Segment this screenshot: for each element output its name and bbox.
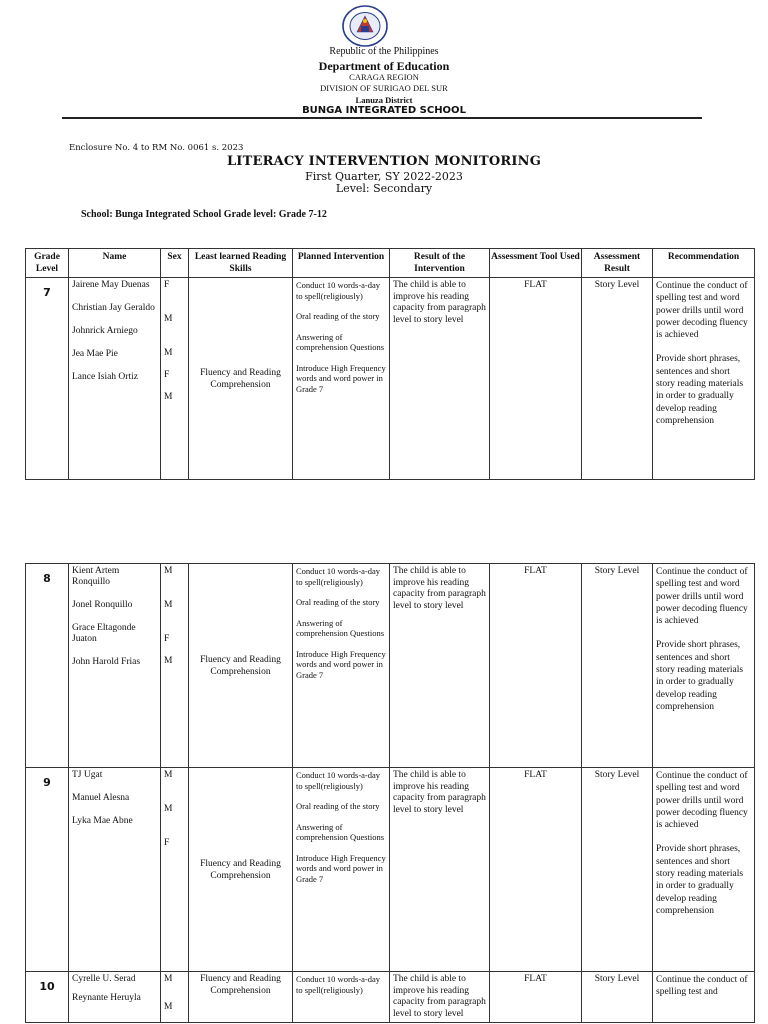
student-sex: F: [164, 370, 170, 380]
result-cell: The child is able to improve his reading capacity from paragraph level to story level: [390, 278, 490, 480]
result-cell: The child is able to improve his reading capacity from paragraph level to story level: [390, 972, 490, 1023]
header-name: Name: [69, 249, 161, 278]
division-name: DIVISION OF SURIGAO DEL SUR: [320, 83, 448, 93]
header-planned: Planned Intervention: [293, 249, 390, 278]
assessment-cell: Story Level: [582, 278, 653, 480]
republic-line: Republic of the Philippines: [329, 46, 439, 57]
level-line: Level: Secondary: [335, 182, 433, 195]
student-name: Johnrick Arniego: [72, 326, 138, 336]
plan-cell: [293, 972, 390, 1023]
skill-cell: Fluency and Reading Comprehension: [189, 564, 293, 768]
assessment-cell: Story Level: [582, 768, 653, 972]
tool-cell: FLAT: [490, 768, 582, 972]
student-name: Grace Eltagonde Juaton: [72, 623, 136, 644]
student-sex: M: [164, 1002, 173, 1012]
student-name: Kient Artem Ronquillo: [72, 566, 120, 587]
plan-item: Conduct 10 words-a-day to spell(religiously): [296, 566, 381, 587]
grade-cell: 10: [26, 972, 69, 1023]
student-sex: M: [164, 974, 173, 984]
grade-cell: 9: [26, 768, 69, 972]
recommendation-cell: [653, 564, 755, 768]
header-recommendation: Recommendation: [653, 249, 755, 278]
plan-item: Conduct 10 words-a-day to spell(religiously): [296, 770, 381, 791]
table-row: [26, 972, 755, 1023]
plan-item: Oral reading of the story: [296, 597, 380, 607]
sex-cell: [161, 278, 189, 480]
student-name: TJ Ugat: [72, 770, 103, 780]
names-cell: [69, 278, 161, 480]
student-name: Manuel Alesna: [72, 793, 130, 803]
student-sex: M: [164, 656, 173, 666]
header-divider: [62, 117, 702, 119]
plan-item: Introduce High Frequency words and word power in Grade 7: [296, 362, 386, 394]
quarter-line: First Quarter, SY 2022-2023: [305, 170, 463, 183]
deped-seal-icon: [339, 4, 391, 48]
school-grade-line: School: Bunga Integrated School Grade level: Grade 7-12: [81, 209, 327, 220]
plan-cell: [293, 278, 390, 480]
header-result: Result of the Intervention: [390, 249, 490, 278]
header-grade-level: Grade Level: [26, 249, 69, 278]
sex-cell: [161, 564, 189, 768]
student-name: Jea Mae Pie: [72, 349, 118, 359]
assessment-cell: Story Level: [582, 972, 653, 1023]
table-row: [26, 278, 755, 480]
student-sex: M: [164, 600, 173, 610]
recommendation-text: Continue the conduct of spelling test and word power drills until word power decoding fluency is achieved: [656, 567, 748, 627]
plan-item: Answering of comprehension Questions: [296, 617, 385, 638]
student-name: Christian Jay Geraldo: [72, 303, 155, 313]
sex-cell: [161, 768, 189, 972]
recommendation-cell: [653, 278, 755, 480]
document-title: LITERACY INTERVENTION MONITORING: [226, 154, 542, 169]
header-tool: Assessment Tool Used: [490, 249, 582, 278]
recommendation-cell: Continue the conduct of spelling test and: [653, 972, 755, 1023]
student-name: Reynante Heruyla: [72, 993, 141, 1003]
recommendation-text: Provide short phrases, sentences and short story reading materials in order to gradually develop reading comprehension: [656, 640, 744, 712]
plan-item: Introduce High Frequency words and word power in Grade 7: [296, 852, 386, 884]
plan-item: Oral reading of the story: [296, 801, 380, 811]
student-sex: F: [164, 634, 170, 644]
table-row: [26, 564, 755, 768]
result-cell: The child is able to improve his reading capacity from paragraph level to story level: [390, 768, 490, 972]
student-sex: M: [164, 566, 173, 576]
student-name: Lance Isiah Ortiz: [72, 372, 138, 382]
student-sex: F: [164, 280, 170, 290]
sex-cell: [161, 972, 189, 1023]
names-cell: [69, 972, 161, 1023]
student-name: Jonel Ronquillo: [72, 600, 133, 610]
plan-cell: [293, 564, 390, 768]
monitoring-table-page1: [25, 248, 755, 480]
district-name: Lanuza District: [355, 95, 413, 105]
header-sex: Sex: [161, 249, 189, 278]
recommendation-text: Continue the conduct of spelling test and word power drills until word power decoding fluency is achieved: [656, 771, 748, 831]
skill-cell: Fluency and Reading Comprehension: [189, 768, 293, 972]
department-name: Department of Education: [318, 59, 450, 73]
tool-cell: FLAT: [490, 278, 582, 480]
student-name: Cyrelle U. Serad: [72, 974, 136, 984]
skill-cell: Fluency and Reading Comprehension: [189, 972, 293, 1023]
school-header-name: BUNGA INTEGRATED SCHOOL: [302, 105, 466, 116]
header-skills: Least learned Reading Skills: [189, 249, 293, 278]
header-assessment: Assessment Result: [582, 249, 653, 278]
result-cell: The child is able to improve his reading capacity from paragraph level to story level: [390, 564, 490, 768]
plan-item: Answering of comprehension Questions: [296, 821, 385, 842]
student-sex: M: [164, 770, 173, 780]
student-sex: M: [164, 804, 173, 814]
student-sex: M: [164, 392, 173, 402]
tool-cell: FLAT: [490, 564, 582, 768]
plan-cell: [293, 768, 390, 972]
region-name: CARAGA REGION: [349, 72, 419, 82]
names-cell: [69, 564, 161, 768]
recommendation-text: Continue the conduct of spelling test and word power drills until word power decoding fluency is achieved: [656, 281, 748, 341]
table-row: [26, 768, 755, 972]
skill-cell: Fluency and Reading Comprehension: [189, 278, 293, 480]
grade-cell: 8: [26, 564, 69, 768]
student-sex: M: [164, 348, 173, 358]
grade-cell: 7: [26, 278, 69, 480]
enclosure-note: Enclosure No. 4 to RM No. 0061 s. 2023: [69, 143, 244, 153]
table-header-row: [26, 249, 755, 278]
plan-item: Answering of comprehension Questions: [296, 331, 385, 352]
recommendation-text: Provide short phrases, sentences and short story reading materials in order to gradually develop reading comprehension: [656, 844, 744, 916]
student-name: John Harold Frias: [72, 657, 141, 667]
plan-item: Conduct 10 words-a-day to spell(religiously): [296, 974, 381, 995]
tool-cell: FLAT: [490, 972, 582, 1023]
plan-item: Conduct 10 words-a-day to spell(religiously): [296, 280, 381, 301]
plan-item: Introduce High Frequency words and word power in Grade 7: [296, 648, 386, 680]
names-cell: [69, 768, 161, 972]
student-sex: F: [164, 838, 170, 848]
plan-item: Oral reading of the story: [296, 311, 380, 321]
recommendation-text: Provide short phrases, sentences and short story reading materials in order to gradually develop reading comprehension: [656, 354, 744, 426]
student-sex: M: [164, 314, 173, 324]
student-name: Lyka Mae Abne: [72, 816, 133, 826]
monitoring-table-page2: [25, 563, 755, 1023]
recommendation-cell: [653, 768, 755, 972]
student-name: Jairene May Duenas: [72, 280, 150, 290]
assessment-cell: Story Level: [582, 564, 653, 768]
